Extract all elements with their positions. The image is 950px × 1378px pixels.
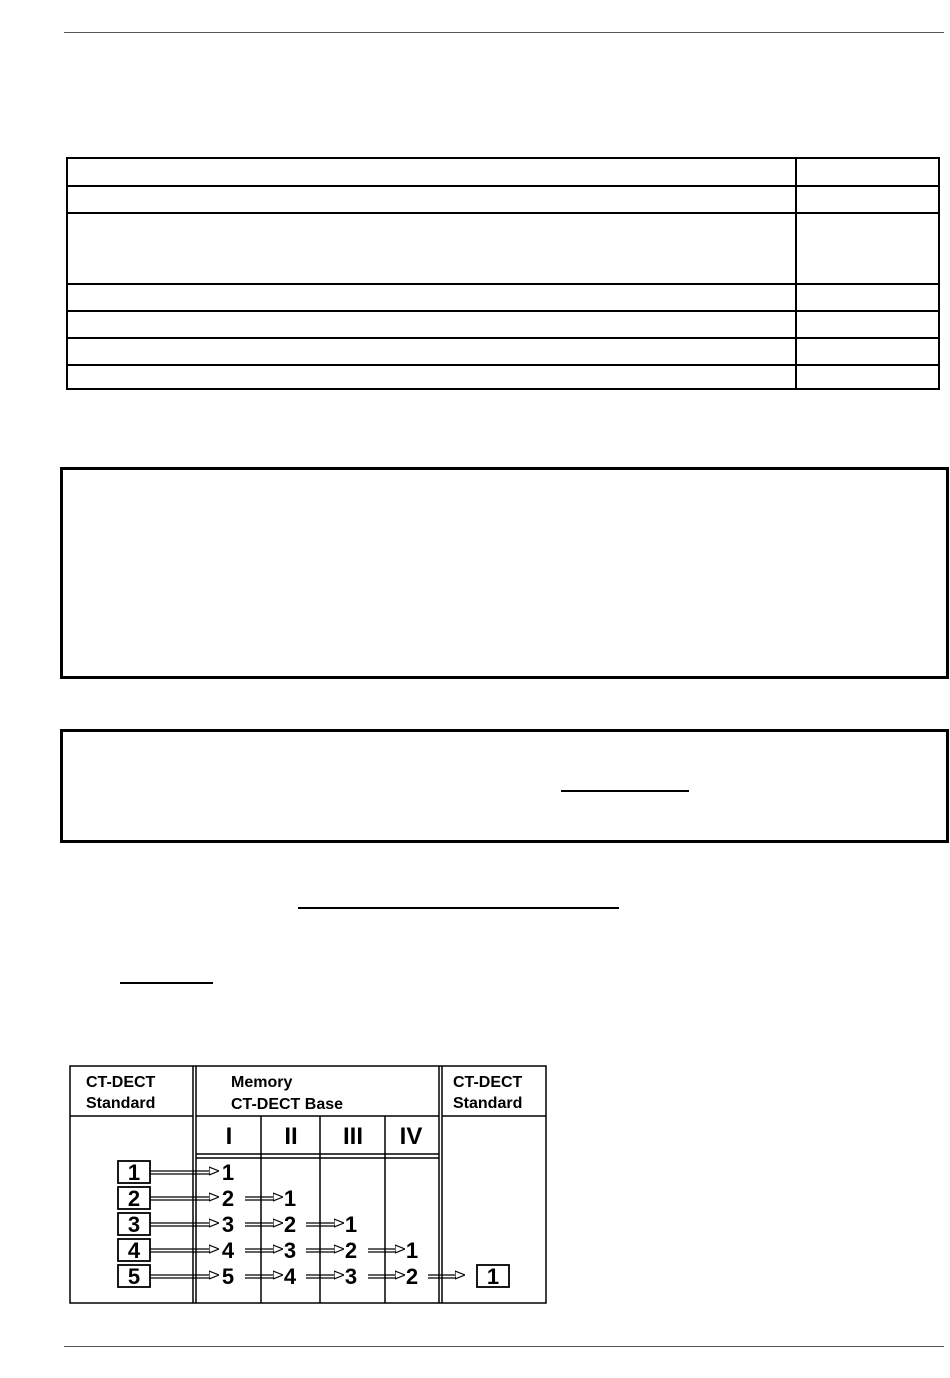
input-number: 4	[127, 1238, 141, 1263]
right-header-line2: Standard	[453, 1095, 523, 1112]
column-label-2: II	[284, 1123, 298, 1150]
memory-value: 5	[221, 1264, 235, 1289]
input-number: 3	[127, 1212, 141, 1237]
memory-value: 4	[221, 1238, 235, 1263]
right-header-line1: CT-DECT	[453, 1074, 523, 1091]
input-number: 5	[127, 1264, 141, 1289]
memory-value: 3	[283, 1238, 297, 1263]
memory-value: 1	[344, 1212, 358, 1237]
memory-value: 3	[344, 1264, 358, 1289]
footer-rule	[64, 1346, 944, 1347]
memory-value: 1	[283, 1186, 297, 1211]
column-label-1: I	[225, 1123, 233, 1150]
memory-value: 1	[221, 1160, 235, 1185]
memory-value: 2	[405, 1264, 419, 1289]
memory-value: 2	[283, 1212, 297, 1237]
memory-value: 1	[405, 1238, 419, 1263]
column-label-4: IV	[399, 1123, 423, 1150]
input-number: 2	[127, 1186, 141, 1211]
column-label-3: III	[342, 1123, 364, 1150]
memory-value: 4	[283, 1264, 297, 1289]
memory-value: 3	[221, 1212, 235, 1237]
memory-value: 2	[221, 1186, 235, 1211]
left-header-line1: CT-DECT	[86, 1074, 156, 1091]
memory-value: 2	[344, 1238, 358, 1263]
memory-header-line2: CT-DECT Base	[231, 1096, 344, 1113]
memory-header-line1: Memory	[231, 1074, 293, 1091]
left-header-line2: Standard	[86, 1095, 156, 1112]
input-number: 1	[127, 1160, 141, 1185]
output-number: 1	[486, 1264, 500, 1289]
